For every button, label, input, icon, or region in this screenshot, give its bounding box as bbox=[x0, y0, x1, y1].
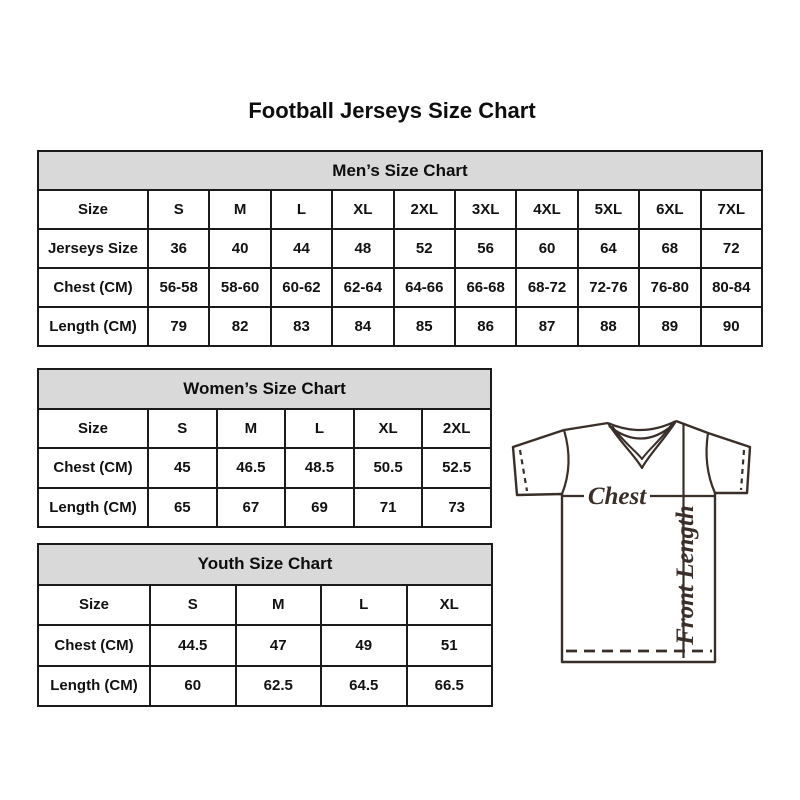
row-header-cell: Size bbox=[38, 190, 148, 229]
page-title: Football Jerseys Size Chart bbox=[248, 98, 536, 123]
row-header-cell: Jerseys Size bbox=[38, 229, 148, 268]
value-cell: 64-66 bbox=[394, 268, 455, 307]
value-cell: 58-60 bbox=[209, 268, 270, 307]
value-cell: 76-80 bbox=[639, 268, 700, 307]
left-cuff-dashed-line bbox=[520, 450, 527, 491]
value-cell: 56 bbox=[455, 229, 516, 268]
jersey-outline bbox=[513, 421, 750, 662]
value-cell: 89 bbox=[639, 307, 700, 346]
row-header-cell: Size bbox=[38, 585, 150, 626]
value-cell: 88 bbox=[578, 307, 639, 346]
table-row bbox=[38, 307, 762, 346]
value-cell: 36 bbox=[148, 229, 209, 268]
value-cell: XL bbox=[332, 190, 393, 229]
value-cell: 2XL bbox=[422, 409, 491, 449]
value-cell: 83 bbox=[271, 307, 332, 346]
value-cell: 44.5 bbox=[150, 625, 236, 666]
value-cell: 56-58 bbox=[148, 268, 209, 307]
value-cell: 50.5 bbox=[354, 448, 423, 488]
jersey-body-path bbox=[513, 421, 750, 662]
jersey-diagram-svg bbox=[498, 406, 782, 674]
table-title: Youth Size Chart bbox=[38, 544, 492, 585]
value-cell: M bbox=[236, 585, 322, 626]
womens-size-table bbox=[37, 368, 492, 528]
value-cell: 65 bbox=[148, 488, 217, 528]
row-header-cell: Size bbox=[38, 409, 148, 449]
value-cell: L bbox=[271, 190, 332, 229]
value-cell: 62-64 bbox=[332, 268, 393, 307]
front-length-label: Front Length bbox=[672, 505, 699, 645]
row-header-cell: Chest (CM) bbox=[38, 268, 148, 307]
value-cell: 62.5 bbox=[236, 666, 322, 707]
value-cell: 84 bbox=[332, 307, 393, 346]
value-cell: 85 bbox=[394, 307, 455, 346]
mens-size-table bbox=[37, 150, 763, 347]
left-sleeve-seam bbox=[562, 430, 569, 494]
value-cell: 51 bbox=[407, 625, 493, 666]
value-cell: XL bbox=[354, 409, 423, 449]
table-header-row bbox=[38, 544, 492, 585]
table-row bbox=[38, 666, 492, 707]
value-cell: 66.5 bbox=[407, 666, 493, 707]
value-cell: 52 bbox=[394, 229, 455, 268]
table-header-row bbox=[38, 369, 491, 409]
value-cell: 86 bbox=[455, 307, 516, 346]
value-cell: 40 bbox=[209, 229, 270, 268]
value-cell: 45 bbox=[148, 448, 217, 488]
row-header-cell: Chest (CM) bbox=[38, 448, 148, 488]
value-cell: 49 bbox=[321, 625, 407, 666]
right-cuff-dashed-line bbox=[741, 450, 744, 490]
value-cell: 69 bbox=[285, 488, 354, 528]
value-cell: XL bbox=[407, 585, 493, 626]
value-cell: 66-68 bbox=[455, 268, 516, 307]
value-cell: S bbox=[148, 409, 217, 449]
value-cell: 72-76 bbox=[578, 268, 639, 307]
value-cell: 6XL bbox=[639, 190, 700, 229]
row-header-cell: Length (CM) bbox=[38, 488, 148, 528]
table-row bbox=[38, 409, 491, 449]
table-row bbox=[38, 585, 492, 626]
vneck-outer bbox=[608, 421, 676, 468]
collar-curve-outer bbox=[608, 421, 676, 430]
value-cell: S bbox=[148, 190, 209, 229]
value-cell: S bbox=[150, 585, 236, 626]
value-cell: 68 bbox=[639, 229, 700, 268]
value-cell: 44 bbox=[271, 229, 332, 268]
value-cell: 80-84 bbox=[701, 268, 762, 307]
value-cell: 82 bbox=[209, 307, 270, 346]
youth-size-table bbox=[37, 543, 493, 707]
value-cell: 4XL bbox=[516, 190, 577, 229]
table-row bbox=[38, 190, 762, 229]
table-row bbox=[38, 268, 762, 307]
value-cell: 60-62 bbox=[271, 268, 332, 307]
value-cell: L bbox=[321, 585, 407, 626]
table-row bbox=[38, 229, 762, 268]
jersey-measurement-diagram bbox=[498, 406, 782, 674]
value-cell: 64.5 bbox=[321, 666, 407, 707]
value-cell: 60 bbox=[516, 229, 577, 268]
value-cell: 68-72 bbox=[516, 268, 577, 307]
value-cell: 64 bbox=[578, 229, 639, 268]
value-cell: 60 bbox=[150, 666, 236, 707]
value-cell: L bbox=[285, 409, 354, 449]
value-cell: 7XL bbox=[701, 190, 762, 229]
value-cell: 3XL bbox=[455, 190, 516, 229]
right-sleeve-seam bbox=[707, 433, 715, 493]
value-cell: M bbox=[217, 409, 286, 449]
row-header-cell: Length (CM) bbox=[38, 666, 150, 707]
row-header-cell: Length (CM) bbox=[38, 307, 148, 346]
value-cell: 48.5 bbox=[285, 448, 354, 488]
value-cell: 47 bbox=[236, 625, 322, 666]
value-cell: 71 bbox=[354, 488, 423, 528]
table-title: Women’s Size Chart bbox=[38, 369, 491, 409]
value-cell: 48 bbox=[332, 229, 393, 268]
value-cell: 2XL bbox=[394, 190, 455, 229]
value-cell: 46.5 bbox=[217, 448, 286, 488]
value-cell: 90 bbox=[701, 307, 762, 346]
table-row bbox=[38, 625, 492, 666]
table-row bbox=[38, 488, 491, 528]
row-header-cell: Chest (CM) bbox=[38, 625, 150, 666]
table-header-row bbox=[38, 151, 762, 190]
value-cell: 87 bbox=[516, 307, 577, 346]
value-cell: M bbox=[209, 190, 270, 229]
value-cell: 67 bbox=[217, 488, 286, 528]
value-cell: 73 bbox=[422, 488, 491, 528]
value-cell: 79 bbox=[148, 307, 209, 346]
value-cell: 52.5 bbox=[422, 448, 491, 488]
chest-label: Chest bbox=[587, 483, 647, 510]
value-cell: 72 bbox=[701, 229, 762, 268]
table-row bbox=[38, 448, 491, 488]
value-cell: 5XL bbox=[578, 190, 639, 229]
table-title: Men’s Size Chart bbox=[38, 151, 762, 190]
